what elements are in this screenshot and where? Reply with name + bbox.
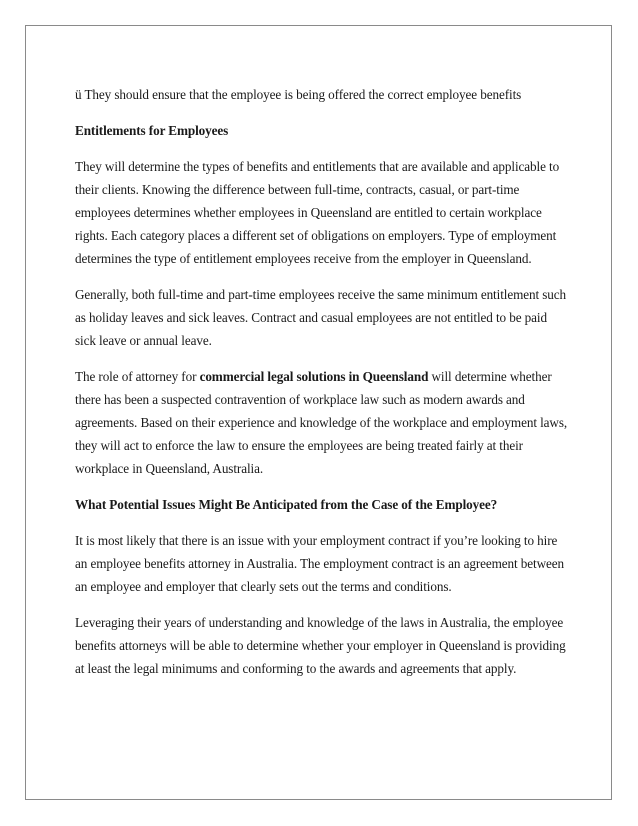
paragraph-attorney-role-end: will determine whether there has been a suspected contravention of workplace law such as modern awards and agreements. Based on their experience and knowledge of the workplace and employment laws, they will act to enforce the law to ensure the employees are being treated fairly at their workplace in Queensland, Australia. — [75, 369, 568, 476]
heading-potential-issues: What Potential Issues Might Be Anticipated from the Case of the Employee? — [75, 497, 498, 512]
commercial-legal-solutions-phrase: commercial legal solutions in Queensland — [199, 369, 429, 384]
paragraph-benefits-types: They will determine the types of benefits and entitlements that are available and applicable to their clients. Knowing the difference between full-time, contracts, casual, or part-time employees determines whether employees in Queensland are entitled to certain workplace rights. Each category places a different set of obligations on employers. Type of employment determines the type of entitlement employees receive from the employer in Queensland. — [75, 159, 560, 266]
paragraph-employment-contract: It is most likely that there is an issue with your employment contract if you’re looking to hire an employee benefits attorney in Australia. The employment contract is an agreement between an employee and employer that clearly sets out the terms and conditions. — [75, 533, 565, 594]
document-body — [75, 83, 569, 693]
bullet-line: ü They should ensure that the employee is being offered the correct employee benefits — [75, 87, 522, 102]
paragraph-attorney-role-start: The role of attorney for — [75, 369, 200, 384]
paragraph-minimum-entitlement: Generally, both full-time and part-time employees receive the same minimum entitlement such as holiday leaves and sick leaves. Contract and casual employees are not entitled to be paid sick leave or annual leave. — [75, 287, 567, 348]
paragraph-legal-minimums: Leveraging their years of understanding and knowledge of the laws in Australia, the employee benefits attorneys will be able to determine whether your employer in Queensland is providing at least the legal minimums and conforming to the awards and agreements that apply. — [75, 615, 566, 676]
heading-entitlements: Entitlements for Employees — [75, 123, 229, 138]
paragraph-attorney-role — [75, 365, 569, 480]
document-page — [25, 25, 612, 800]
